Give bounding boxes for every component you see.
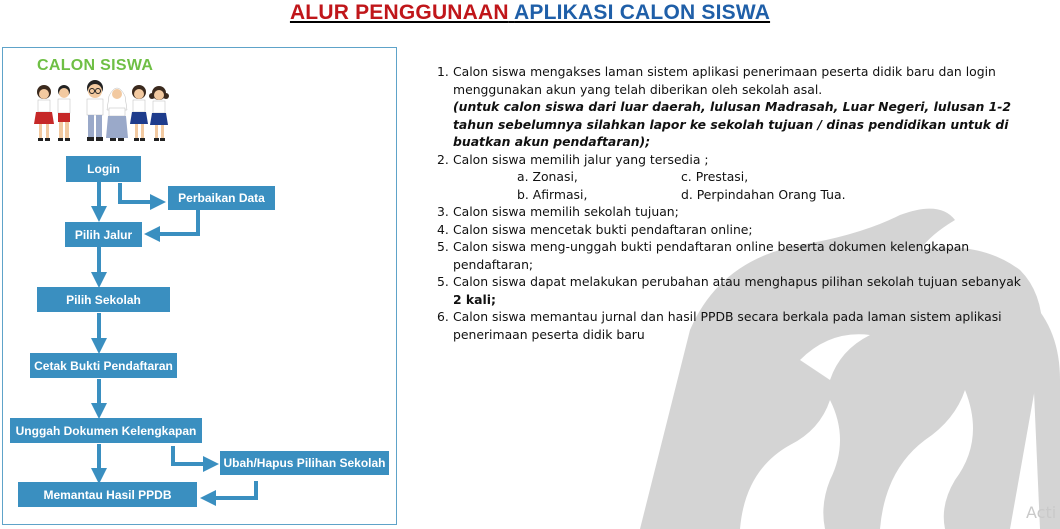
- flowchart-heading: CALON SISWA: [37, 57, 154, 74]
- student-figure: [34, 85, 54, 141]
- instruction-item: [437, 63, 1037, 151]
- step-pilih-jalur: Pilih Jalur: [65, 222, 142, 247]
- student-figure: [130, 85, 148, 141]
- item-text: Calon siswa dapat melakukan perubahan atau menghapus pilihan sekolah tujuan sebanyak: [453, 274, 1021, 289]
- option-a: a. Zonasi,: [517, 169, 578, 184]
- item-number: 1.: [437, 64, 449, 79]
- student-figure: [106, 88, 128, 141]
- students-illustration: [33, 80, 175, 148]
- title-part-blue: APLIKASI CALON SISWA: [514, 1, 771, 24]
- activate-windows-overlay: Acti: [1026, 503, 1057, 522]
- step-pilih-sekolah: Pilih Sekolah: [37, 287, 170, 312]
- student-figure: [58, 85, 70, 141]
- option-row: [453, 168, 1037, 186]
- instruction-list: [437, 63, 1037, 343]
- step-ubah-hapus: Ubah/Hapus Pilihan Sekolah: [220, 451, 389, 475]
- student-figure: [87, 80, 103, 141]
- step-unggah-dokumen: Unggah Dokumen Kelengkapan: [10, 418, 202, 443]
- item-bold-text: 2 kali;: [453, 291, 496, 307]
- item-number: 4.: [437, 221, 449, 237]
- item-text: Calon siswa mencetak bukti pendaftaran online;: [453, 221, 753, 237]
- instruction-item: [437, 238, 1037, 273]
- item-number: 5.: [437, 274, 449, 289]
- item-text: Calon siswa meng-unggah bukti pendaftaran online beserta dokumen kelengkapan pendaftaran;: [453, 239, 970, 272]
- item-number: 3.: [437, 204, 449, 219]
- item-text: Calon siswa memilih jalur yang tersedia ;: [453, 151, 709, 167]
- student-figure: [149, 86, 169, 141]
- instruction-item: [437, 221, 1037, 239]
- option-c: c. Prestasi,: [681, 169, 749, 184]
- step-cetak-bukti: Cetak Bukti Pendaftaran: [30, 353, 177, 378]
- item-number: 6.: [437, 309, 449, 324]
- title-part-red: ALUR PENGGUNAAN: [289, 1, 509, 24]
- step-memantau-hasil: Memantau Hasil PPDB: [18, 482, 197, 507]
- instruction-item: [437, 273, 1037, 308]
- page-title: [0, 1, 1060, 25]
- item-number: 5.: [437, 239, 449, 254]
- option-d: d. Perpindahan Orang Tua.: [681, 186, 846, 202]
- item-text: Calon siswa memilih sekolah tujuan;: [453, 204, 679, 219]
- step-login: Login: [66, 156, 141, 182]
- option-row: [453, 186, 1037, 204]
- step-perbaikan-data: Perbaikan Data: [168, 186, 275, 210]
- option-b: b. Afirmasi,: [517, 186, 588, 202]
- instruction-item: [437, 308, 1037, 343]
- item-text: Calon siswa memantau jurnal dan hasil PPDB secara berkala pada laman sistem aplikasi penerimaan peserta didik baru: [453, 309, 1002, 342]
- instruction-item: [437, 203, 1037, 221]
- item-text: Calon siswa mengakses laman sistem aplikasi penerimaan peserta didik baru dan login menggunakan akun yang telah diberikan oleh sekolah asal.: [453, 64, 996, 97]
- item-note: (untuk calon siswa dari luar daerah, lulusan Madrasah, Luar Negeri, lulusan 1-2 tahun sebelumnya silahkan lapor ke sekolah tujuan / dinas pendidikan untuk di buatkan akun pendaftaran);: [453, 99, 1011, 149]
- item-number: 2.: [437, 151, 449, 167]
- instruction-item: [437, 151, 1037, 204]
